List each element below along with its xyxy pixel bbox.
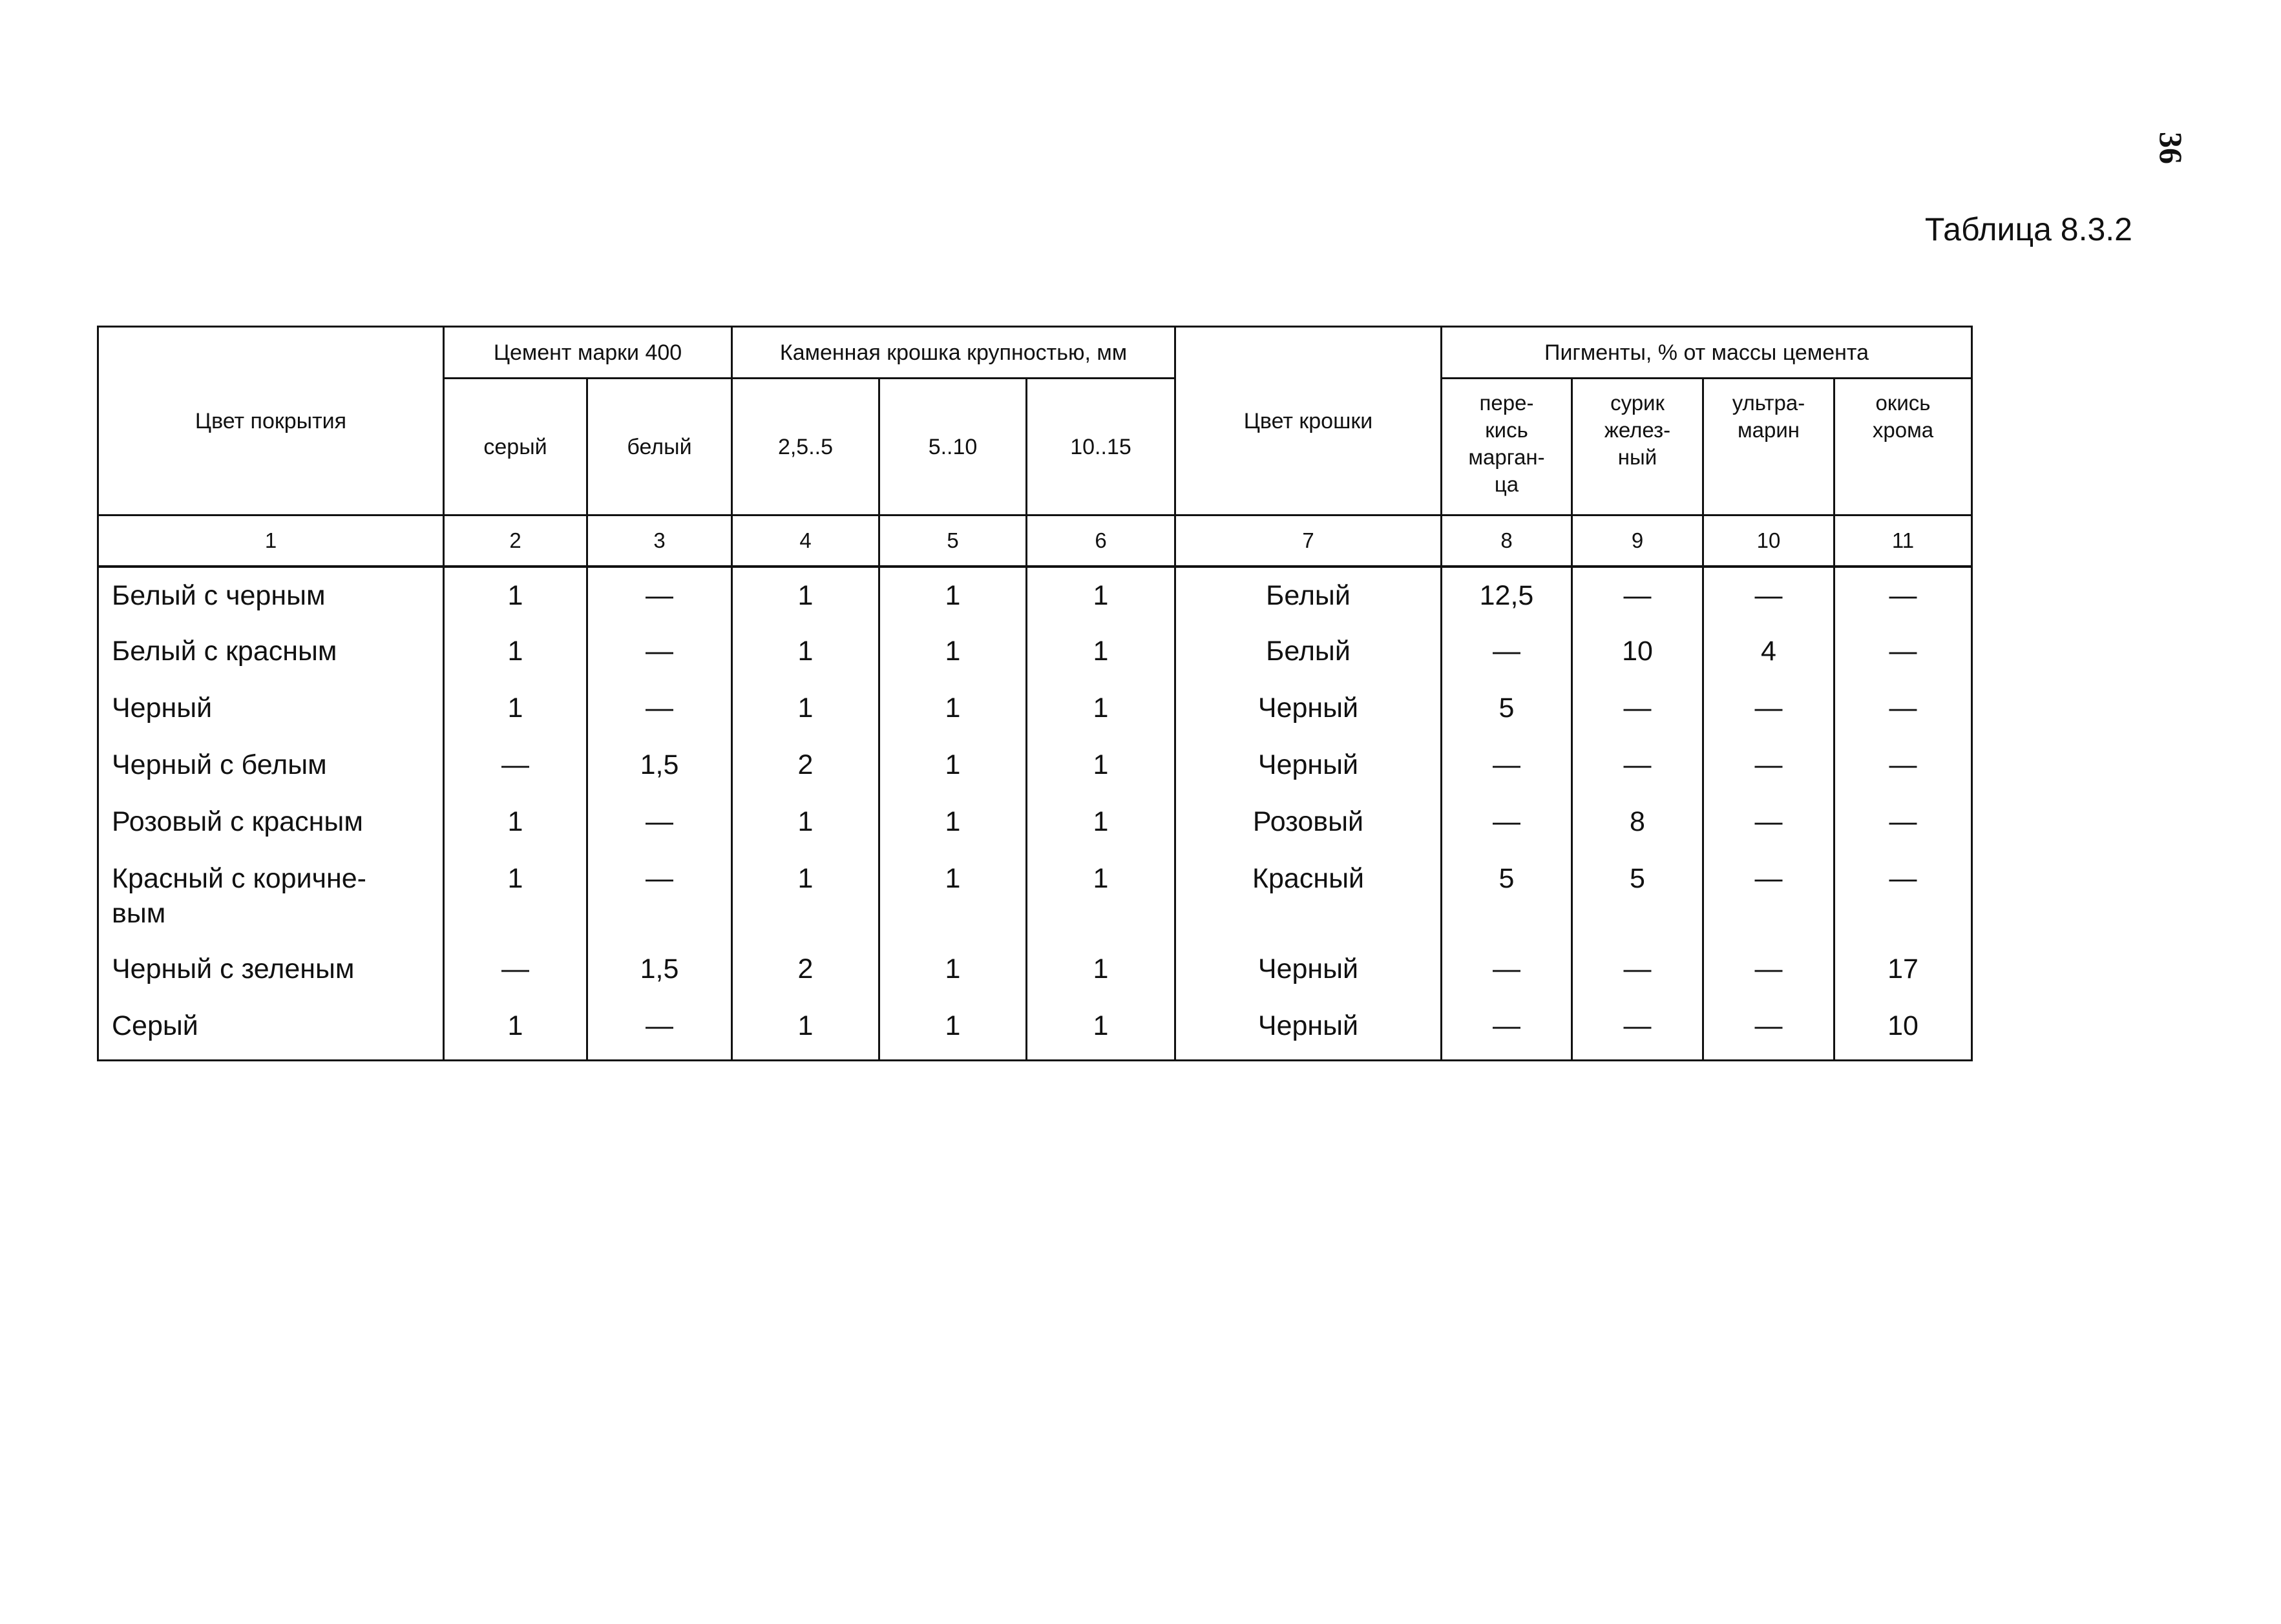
column-number: 3 <box>587 515 732 567</box>
table-cell: Черный <box>1175 941 1442 998</box>
table-cell: 1 <box>732 623 879 680</box>
table-cell: Красный <box>1175 851 1442 941</box>
column-number: 6 <box>1027 515 1175 567</box>
column-number: 1 <box>98 515 444 567</box>
table-row <box>98 851 1972 941</box>
table-cell: 8 <box>1572 794 1703 851</box>
page-number: 36 <box>2153 132 2189 164</box>
row-label: Красный с коричне- вым <box>98 851 444 941</box>
header-pigments-group: Пигменты, % от массы цемента <box>1442 327 1972 379</box>
table-cell: — <box>1442 998 1572 1060</box>
table-row <box>98 567 1972 623</box>
table-cell: — <box>1703 567 1834 623</box>
table-cell: — <box>1703 851 1834 941</box>
table-body <box>98 567 1972 1060</box>
table-cell: — <box>1703 794 1834 851</box>
row-label: Черный с белым <box>98 737 444 794</box>
header-chips-group: Каменная крошка крупностью, мм <box>732 327 1175 379</box>
table-cell: 1 <box>444 623 587 680</box>
table-cell: — <box>1834 737 1972 794</box>
table-cell: 1 <box>1027 794 1175 851</box>
table-cell: 1 <box>879 623 1027 680</box>
table-cell: 1 <box>1027 680 1175 737</box>
table-cell: 1 <box>879 941 1027 998</box>
table-cell: — <box>1442 941 1572 998</box>
table-cell: 1 <box>1027 737 1175 794</box>
table-cell: — <box>587 794 732 851</box>
table-cell: 1 <box>444 680 587 737</box>
column-number: 11 <box>1834 515 1972 567</box>
table-cell: — <box>1572 941 1703 998</box>
table-cell: — <box>444 941 587 998</box>
row-label: Черный с зеленым <box>98 941 444 998</box>
table-cell: 1 <box>879 680 1027 737</box>
header-pigment-ultramarine: ультра- марин <box>1703 379 1834 515</box>
header-chips-2-5: 2,5..5 <box>732 379 879 515</box>
table-cell: Черный <box>1175 998 1442 1060</box>
table-cell: 1 <box>879 851 1027 941</box>
column-number: 4 <box>732 515 879 567</box>
header-pigment-iron-minium: сурик желез- ный <box>1572 379 1703 515</box>
table-cell: 1 <box>1027 567 1175 623</box>
table-cell: — <box>1572 567 1703 623</box>
table-cell: — <box>1572 680 1703 737</box>
table-cell: Белый <box>1175 623 1442 680</box>
table-cell: — <box>1834 851 1972 941</box>
table-cell: 5 <box>1572 851 1703 941</box>
table-cell: 1 <box>444 794 587 851</box>
header-pigment-manganese: пере- кись марган- ца <box>1442 379 1572 515</box>
table-row <box>98 623 1972 680</box>
table-cell: — <box>1572 737 1703 794</box>
table-cell: — <box>1703 680 1834 737</box>
table-cell: — <box>587 998 732 1060</box>
table-row <box>98 680 1972 737</box>
header-chips-5-10: 5..10 <box>879 379 1027 515</box>
table-cell: — <box>1442 623 1572 680</box>
column-number-row <box>98 515 1972 567</box>
table-cell: 1 <box>1027 998 1175 1060</box>
table-cell: — <box>1703 941 1834 998</box>
table-cell: 1 <box>732 680 879 737</box>
table-cell: — <box>1703 737 1834 794</box>
row-label: Белый с красным <box>98 623 444 680</box>
table-cell: — <box>1572 998 1703 1060</box>
column-number: 7 <box>1175 515 1442 567</box>
row-label: Розовый с красным <box>98 794 444 851</box>
table-cell: Черный <box>1175 737 1442 794</box>
table-cell: 1 <box>732 794 879 851</box>
row-label: Белый с черным <box>98 567 444 623</box>
row-label: Серый <box>98 998 444 1060</box>
table-cell: — <box>1703 998 1834 1060</box>
header-coating-color: Цвет покрытия <box>98 327 444 515</box>
table-cell: 1 <box>732 567 879 623</box>
table-cell: 1 <box>1027 851 1175 941</box>
table-cell: 2 <box>732 737 879 794</box>
table-row <box>98 737 1972 794</box>
header-cement-gray: серый <box>444 379 587 515</box>
table-cell: — <box>587 680 732 737</box>
row-label: Черный <box>98 680 444 737</box>
column-number: 8 <box>1442 515 1572 567</box>
table-row <box>98 941 1972 998</box>
table-cell: — <box>444 737 587 794</box>
table-cell: 5 <box>1442 680 1572 737</box>
table-cell: — <box>587 623 732 680</box>
table-cell: — <box>1442 737 1572 794</box>
table-cell: 10 <box>1834 998 1972 1060</box>
table-cell: 2 <box>732 941 879 998</box>
table-row <box>98 794 1972 851</box>
table-cell: — <box>587 851 732 941</box>
table-cell: 1,5 <box>587 737 732 794</box>
header-cement-white: белый <box>587 379 732 515</box>
table-cell: 1 <box>879 794 1027 851</box>
table-cell: — <box>587 567 732 623</box>
column-number: 10 <box>1703 515 1834 567</box>
table-caption: Таблица 8.3.2 <box>1924 211 2132 247</box>
table-cell: 12,5 <box>1442 567 1572 623</box>
table-cell: — <box>1442 794 1572 851</box>
table-cell: — <box>1834 567 1972 623</box>
table-cell: 1 <box>879 998 1027 1060</box>
table-cell: 1 <box>1027 623 1175 680</box>
table-cell: — <box>1834 623 1972 680</box>
header-chip-color: Цвет крошки <box>1175 327 1442 515</box>
table-row <box>98 998 1972 1060</box>
table-cell: 1 <box>444 567 587 623</box>
table-cell: 1 <box>879 567 1027 623</box>
column-number: 2 <box>444 515 587 567</box>
table-cell: — <box>1834 794 1972 851</box>
table-cell: 1 <box>444 851 587 941</box>
table-cell: Розовый <box>1175 794 1442 851</box>
table-cell: 4 <box>1703 623 1834 680</box>
table-cell: 1 <box>732 998 879 1060</box>
header-pigment-chrome-oxide: окись хрома <box>1834 379 1972 515</box>
pigment-table <box>97 326 1973 1061</box>
table-cell: 1 <box>444 998 587 1060</box>
table-cell: 1 <box>732 851 879 941</box>
table-cell: 5 <box>1442 851 1572 941</box>
header-chips-10-15: 10..15 <box>1027 379 1175 515</box>
table-cell: 1 <box>879 737 1027 794</box>
table-cell: Черный <box>1175 680 1442 737</box>
table-cell: Белый <box>1175 567 1442 623</box>
column-number: 9 <box>1572 515 1703 567</box>
table-cell: 17 <box>1834 941 1972 998</box>
column-number: 5 <box>879 515 1027 567</box>
table-cell: 10 <box>1572 623 1703 680</box>
table-cell: 1 <box>1027 941 1175 998</box>
table-cell: 1,5 <box>587 941 732 998</box>
header-cement-group: Цемент марки 400 <box>444 327 732 379</box>
table-cell: — <box>1834 680 1972 737</box>
